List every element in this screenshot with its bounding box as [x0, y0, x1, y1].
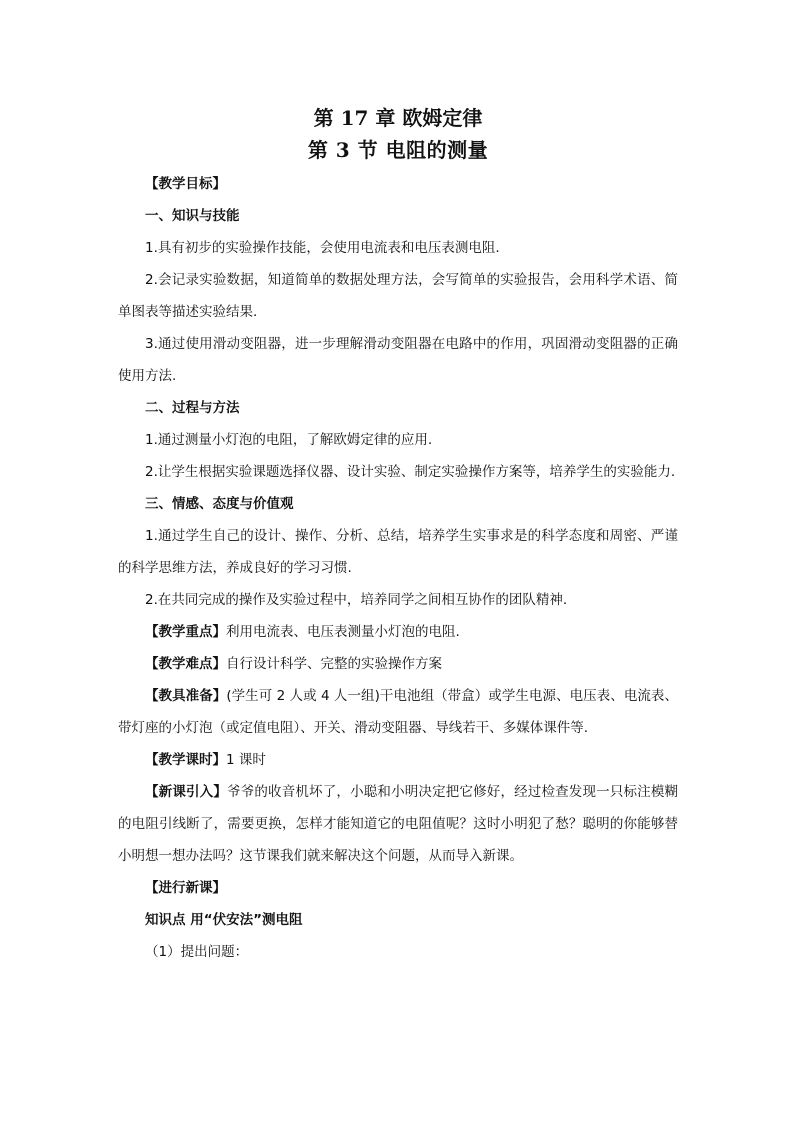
equipment-text: (学生可 2 人或 4 人一组)干电池组（带盒）或学生电源、电压表、电流表、带灯座的小灯泡（或定值电阻）、开关、滑动变阻器、导线若干、多媒体课件等. [118, 688, 678, 736]
equipment-label: 【教具准备】 [145, 688, 227, 704]
difficulty-text: 自行设计科学、完整的实验操作方案 [226, 656, 442, 672]
hours-text: 1 课时 [226, 752, 266, 768]
document-body [118, 104, 678, 968]
objectives-heading: 【教学目标】 [145, 176, 226, 192]
knowledge-heading: 一、知识与技能 [145, 208, 240, 224]
hours-label: 【教学课时】 [145, 752, 226, 768]
process-item-2: 2.让学生根据实验课题选择仪器、设计实验、制定实验操作方案等，培养学生的实验能力. [145, 464, 676, 480]
chapter-title: 第 17 章 欧姆定律 [313, 106, 483, 130]
knowledge-item-1: 1.具有初步的实验操作技能，会使用电流表和电压表测电阻. [145, 240, 500, 256]
intro [118, 776, 678, 872]
equipment [118, 680, 678, 744]
key-point-label: 【教学重点】 [145, 624, 226, 640]
knowledge-item-2: 2.会记录实验数据，知道简单的数据处理方法，会写简单的实验报告，会用科学术语、简单图表等描述实验结果. [118, 272, 678, 320]
knowledge-point-title: 知识点 用“伏安法”测电阻 [145, 912, 303, 928]
emotion-item-2: 2.在共同完成的操作及实验过程中，培养同学之间相互协作的团队精神. [145, 592, 568, 608]
process-heading: 二、过程与方法 [145, 400, 240, 416]
emotion-heading: 三、情感、态度与价值观 [145, 496, 294, 512]
knowledge-item-3: 3.通过使用滑动变阻器，进一步理解滑动变阻器在电路中的作用，巩固滑动变阻器的正确使用方法. [118, 336, 678, 384]
process-item-1: 1.通过测量小灯泡的电阻，了解欧姆定律的应用. [145, 432, 433, 448]
emotion-item-1: 1.通过学生自己的设计、操作、分析、总结，培养学生实事求是的科学态度和周密、严谨的科学思维方法，养成良好的学习习惯. [118, 528, 678, 576]
intro-text: 爷爷的收音机坏了，小聪和小明决定把它修好，经过检查发现一只标注模糊的电阻引线断了，需要更换，怎样才能知道它的电阻值呢？这时小明犯了愁？聪明的你能够替小明想一想办法吗？这节课我们就来解决这个问题，从而导入新课。 [118, 784, 679, 864]
hours [118, 744, 678, 776]
step-1: （1）提出问题： [145, 944, 249, 960]
new-lesson-heading: 【进行新课】 [145, 880, 226, 896]
section-title: 第 3 节 电阻的测量 [307, 138, 489, 162]
difficulty-label: 【教学难点】 [145, 656, 226, 672]
key-point [118, 616, 678, 648]
intro-label: 【新课引入】 [145, 784, 228, 800]
difficulty [118, 648, 678, 680]
key-point-text: 利用电流表、电压表测量小灯泡的电阻. [226, 624, 460, 640]
